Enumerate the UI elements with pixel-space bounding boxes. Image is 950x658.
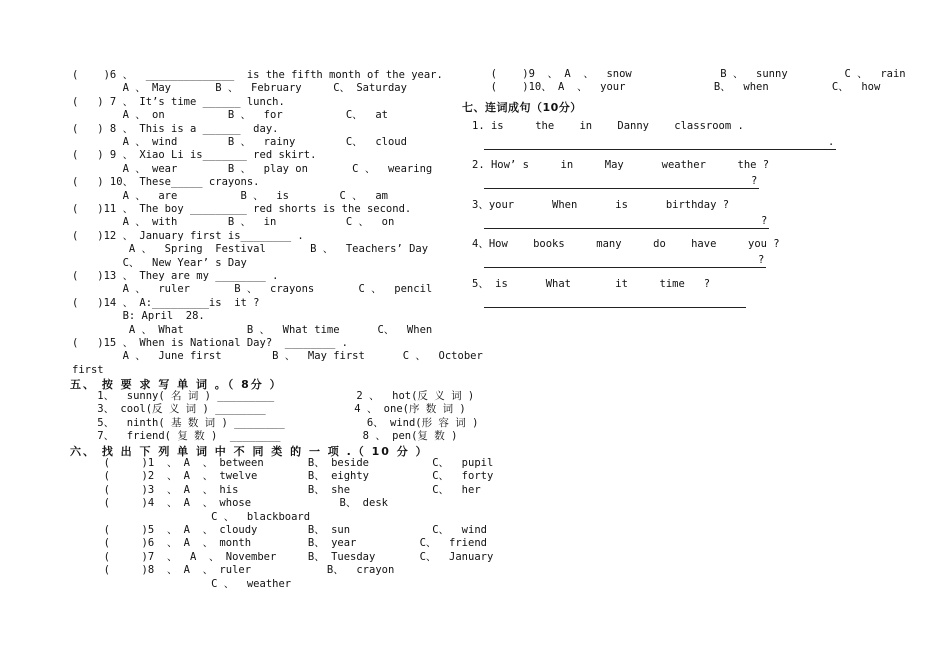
sentence-end-mark: . [828,136,835,148]
section5-row: 1、 sunny( 名 词 ) _________ 2 、 hot(反 义 词 ) [72,390,475,402]
question-line: ( ) 7 、 It’s time ______ lunch. [72,95,285,108]
sentence-end-mark: ? [758,254,765,266]
section6-row: ( )4 、 A 、 whose B、 desk [72,497,388,510]
section6-row: C 、 blackboard [72,510,311,523]
question-line: ( )6 、 ______________ is the fifth month of the year. [72,69,443,81]
answer-line[interactable] [484,307,746,308]
question-line: A 、 wind B 、 rainy C、 cloud [72,136,407,148]
question-line: ( )13 、 They are my ________ . [72,270,279,282]
question-line: ( )9 、 A 、 snow B 、 sunny C 、 rain [478,68,906,80]
question-line: ( )12 、 January first is________ . [72,229,304,242]
question-line: C、 New Year’ s Day [72,256,247,269]
sentence-end-mark: ? [761,215,768,227]
question-line: A 、 ruler B 、 crayons C 、 pencil [72,283,433,296]
answer-line[interactable] [484,228,769,229]
question-line: ( )14 、 A:_________is it ? [72,296,260,309]
sentence-prompt: 2. How’ s in May weather the ? [472,159,770,171]
sentence-prompt: 4、How books many do have you ? [472,238,780,250]
question-line: ( ) 10、 These_____ crayons. [72,176,260,189]
question-line: A 、 are B 、 is C 、 am [72,189,388,202]
answer-line[interactable] [484,149,836,150]
question-line: first [72,363,104,376]
section6-row: C 、 weather [72,577,292,590]
sentence-prompt: 5、 is What it time ? [472,278,711,290]
section6-row: ( )1 、 A 、 between B、 beside C、 pupil [72,457,494,469]
section5-row: 5、 ninth( 基 数 词 ) ________ 6、 wind(形 容 词 ) [72,416,479,429]
question-line: A 、 June first B 、 May first C 、 October [72,350,483,363]
question-line: ( )10、 A 、 your B、 when C、 how [478,81,881,94]
section5-row: 3、 cool(反 义 词 ) ________ 4 、 one(序 数 词 ) [72,403,466,416]
question-line: ( ) 8 、 This is a ______ day. [72,122,279,135]
section6-row: ( )3 、 A 、 his B、 she C、 her [72,483,481,496]
section5-title: 五、 按 要 求 写 单 词 。（ 8分 ） [70,378,283,391]
section6-title: 六、 找 出 下 列 单 词 中 不 同 类 的 一 项 .（ 10 分 ） [70,445,429,458]
section6-row: ( )2 、 A 、 twelve B、 eighty C、 forty [72,470,494,483]
question-line: ( ) 9 、 Xiao Li is_______ red skirt. [72,149,317,162]
section6-row: ( )7 、 A 、 November B、 Tuesday C、 January [72,550,494,563]
question-line: A 、 Spring Festival B 、 Teachers’ Day [72,243,429,256]
question-line: A 、 on B 、 for C、 at [72,109,388,122]
answer-line[interactable] [484,267,766,268]
section6-row: ( )5 、 A 、 cloudy B、 sun C、 wind [72,524,487,536]
question-line: ( )15 、 When is National Day? ________ . [72,337,349,349]
section6-row: ( )6 、 A 、 month B、 year C、 friend [72,537,487,550]
section7-title: 七、连词成句（10分） [462,101,582,114]
question-line: ( )11 、 The boy _________ red shorts is the second. [72,203,412,215]
sentence-end-mark: ? [751,175,758,187]
sentence-prompt: 3、your When is birthday ? [472,199,730,211]
answer-line[interactable] [484,188,759,189]
section6-row: ( )8 、 A 、 ruler B、 crayon [72,564,395,577]
question-line: A 、 May B 、 February C、 Saturday [72,82,407,95]
question-line: A 、 with B 、 in C 、 on [72,216,395,229]
question-line: A 、 What B 、 What time C、 When [72,323,433,336]
section5-row: 7、 friend( 复 数 ) ________ 8 、 pen(复 数 ) [72,430,458,443]
sentence-prompt: 1. is the in Danny classroom . [472,120,744,132]
question-line: A 、 wear B 、 play on C 、 wearing [72,162,433,175]
question-line: B: April 28. [72,310,205,323]
